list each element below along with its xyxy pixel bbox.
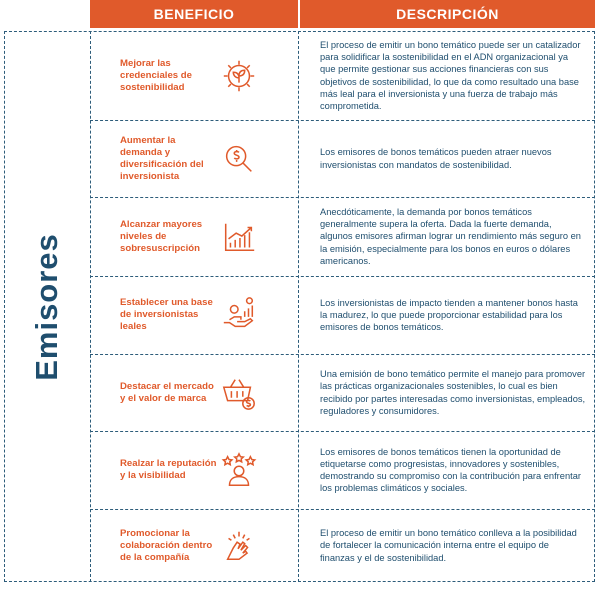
benefit-cell [90, 197, 298, 276]
side-label-text: Emisores [29, 232, 65, 381]
description-cell: El proceso de emitir un bono temático conlleva a la posibilidad de fortalecer la comunicación interna entre el equipo de finanzas y el de sostenibilidad. [320, 528, 577, 563]
table-row [90, 276, 595, 354]
table-row [90, 354, 595, 431]
description-cell: Los emisores de bonos temáticos tienen la oportunidad de etiquetarse como progresistas, innovadores y sostenibles, demostrando su compromiso con la contribución para enfrentar los problemas climáticos y sociales. [320, 446, 581, 494]
table-row [90, 431, 595, 509]
description-cell: Una emisión de bono temático permite el manejo para promover las prácticas organizacionales sostenibles, lo cual es bien recibido por partes interesadas como inversionistas, empleados, reguladores y consumidores. [320, 369, 586, 416]
benefit-text: Destacar el mercado y el valor de marca [120, 380, 214, 404]
description-cell: Anecdóticamente, la demanda por bonos temáticos generalmente supera la oferta. Dada la fuerte demanda, algunos emisores afirman lograr un rendimiento más seguro en la emisión, especialmente para los bonos en euros o dólares americanos. [320, 206, 581, 266]
benefit-text: Promocionar la colaboración dentro de la compañía [120, 527, 213, 563]
high-five-icon [220, 527, 258, 565]
table-row [90, 31, 595, 120]
description-cell: Los emisores de bonos temáticos pueden atraer nuevos inversionistas con mandatos de sostenibilidad. [320, 147, 552, 170]
benefit-text: Establecer una base de inversionistas leales [120, 297, 213, 332]
table-row [90, 120, 595, 197]
header-description: DESCRIPCIÓN [300, 0, 595, 28]
benefit-cell [90, 509, 298, 582]
description-cell: El proceso de emitir un bono temático puede ser un catalizador para solidificar la sostenibilidad en el ADN organizacional ya que permite gestionar sus acciones financieras con sus objetivos de sostenibilidad, lo que da como resultado una base más leal para el inversionista y una fuerza de trabajo más comprometida. [320, 39, 581, 111]
benefit-cell [90, 31, 298, 120]
benefit-cell [90, 276, 298, 354]
benefit-text: Mejorar las credenciales de sostenibilidad [120, 57, 192, 93]
side-label [4, 31, 90, 582]
benefit-cell [90, 431, 298, 509]
person-stars-icon [220, 451, 258, 489]
benefit-text: Realzar la reputación y la visibilidad [120, 458, 217, 481]
description-cell: Los inversionistas de impacto tienden a mantener bonos hasta la madurez, lo que puede proporcionar estabilidad para los emisores de bonos temáticos. [320, 297, 578, 333]
basket-dollar-icon [220, 374, 258, 412]
table-row [90, 197, 595, 276]
table-row [90, 509, 595, 582]
magnifier-dollar-icon [220, 140, 258, 178]
benefit-text: Aumentar la demanda y diversificación del inversionista [120, 134, 204, 182]
benefit-cell [90, 354, 298, 431]
hand-chart-icon [220, 296, 258, 334]
bar-chart-growth-icon [220, 218, 258, 256]
benefit-text: Alcanzar mayores niveles de sobresuscripción [120, 218, 203, 254]
benefit-cell [90, 120, 298, 197]
gear-leaf-icon [220, 57, 258, 95]
header-benefit: BENEFICIO [90, 0, 298, 28]
